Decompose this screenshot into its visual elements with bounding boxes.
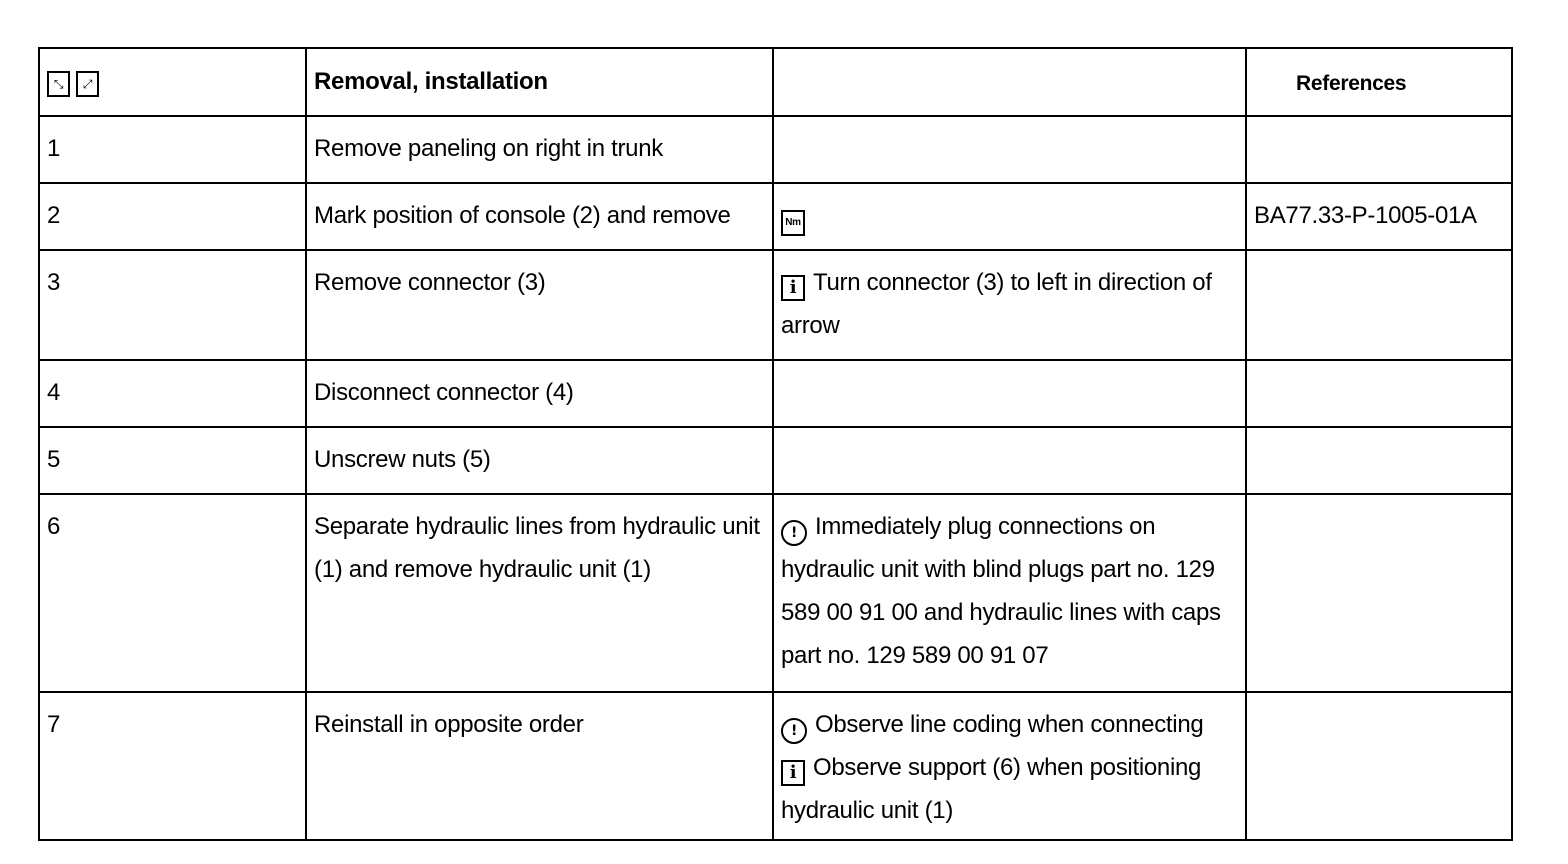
table-header-row	[39, 48, 1512, 116]
step-action: Remove paneling on right in trunk	[314, 135, 663, 162]
step-notes	[773, 250, 1246, 360]
table-row	[39, 250, 1512, 360]
table-row	[39, 116, 1512, 183]
table-row	[39, 494, 1512, 692]
step-action: Remove connector (3)	[314, 269, 546, 296]
note-text: Observe line coding when connecting	[815, 711, 1204, 738]
step-notes	[773, 427, 1246, 494]
info-icon[interactable]: i	[781, 275, 805, 301]
step-reference[interactable]: BA77.33-P-1005-01A	[1254, 202, 1477, 229]
collapse-icon[interactable]: ⤢	[76, 71, 99, 97]
torque-nm-icon[interactable]: Nm	[781, 210, 805, 236]
header-title-cell	[306, 48, 773, 116]
table-row	[39, 692, 1512, 840]
step-notes	[773, 116, 1246, 183]
note-line	[781, 746, 1239, 832]
step-action: Reinstall in opposite order	[314, 711, 584, 738]
header-notes-cell	[773, 48, 1246, 116]
step-notes	[773, 183, 1246, 250]
table-row	[39, 427, 1512, 494]
step-number: 4	[47, 379, 61, 406]
note-text: Observe support (6) when positioning hydraulic unit (1)	[781, 754, 1202, 824]
note-text: Immediately plug connections on hydraulic unit with blind plugs part no. 129 589 00 91 00 and hydraulic lines with caps part no. 129 589 00 91 07	[781, 513, 1221, 669]
step-action: Mark position of console (2) and remove	[314, 202, 731, 229]
table-row	[39, 183, 1512, 250]
step-notes	[773, 360, 1246, 427]
step-number: 2	[47, 202, 61, 229]
header-title: Removal, installation	[314, 68, 548, 95]
note-line	[781, 703, 1239, 746]
note-text: Turn connector (3) to left in direction of arrow	[781, 269, 1212, 339]
step-number: 5	[47, 446, 61, 473]
step-number: 7	[47, 711, 61, 738]
attention-icon[interactable]: !	[781, 520, 807, 546]
info-icon[interactable]: i	[781, 760, 805, 786]
attention-icon[interactable]: !	[781, 718, 807, 744]
step-number: 6	[47, 513, 61, 540]
header-references: References	[1296, 72, 1407, 95]
header-references-cell	[1246, 48, 1512, 116]
step-notes	[773, 494, 1246, 692]
step-action: Disconnect connector (4)	[314, 379, 574, 406]
header-icons-cell	[39, 48, 306, 116]
procedure-table	[38, 47, 1513, 841]
step-number: 3	[47, 269, 61, 296]
expand-icon[interactable]: ⤡	[47, 71, 70, 97]
step-notes	[773, 692, 1246, 840]
step-number: 1	[47, 135, 61, 162]
table-row	[39, 360, 1512, 427]
step-action: Separate hydraulic lines from hydraulic unit (1) and remove hydraulic unit (1)	[314, 513, 760, 583]
step-action: Unscrew nuts (5)	[314, 446, 491, 473]
